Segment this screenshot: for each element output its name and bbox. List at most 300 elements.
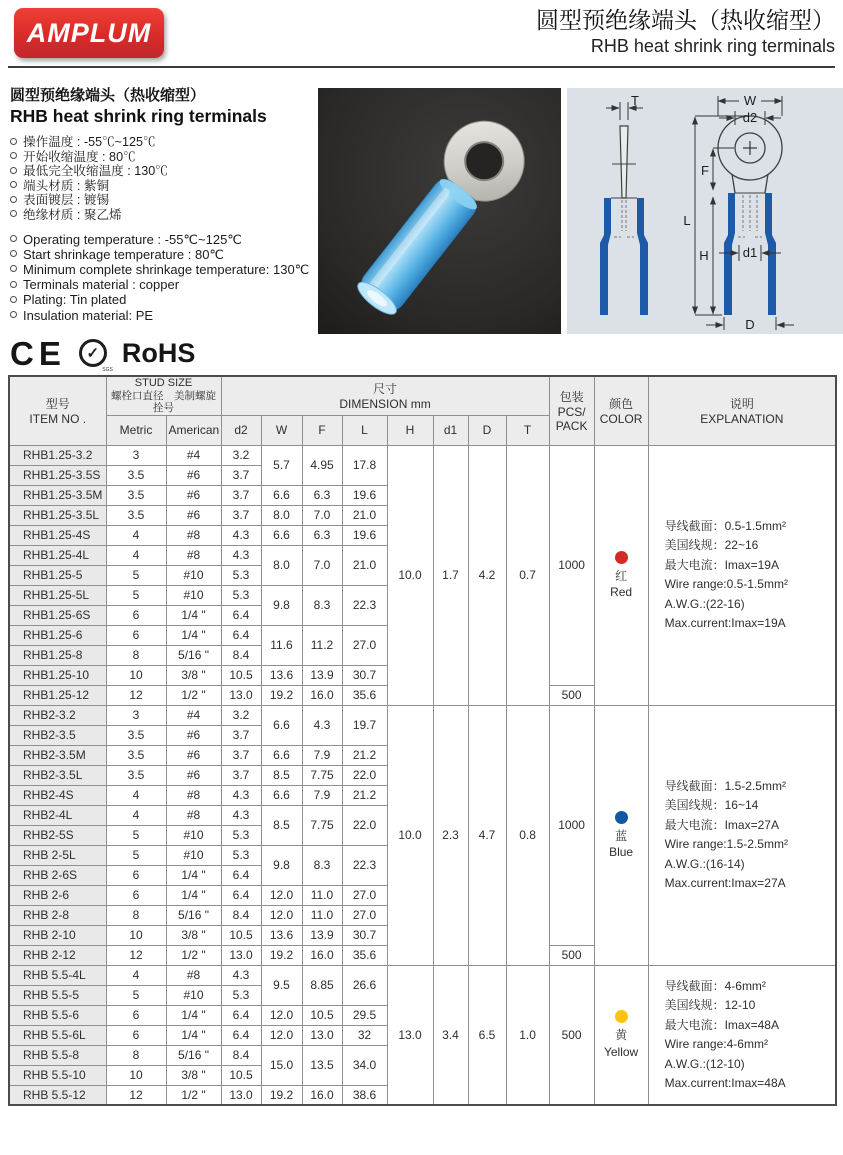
- spec-line: 表面镀层 : 镀锡: [10, 193, 312, 208]
- spec-table: [8, 375, 837, 1106]
- item-no-cell: RHB1.25-3.5L: [9, 505, 106, 525]
- l-cell: 27.0: [342, 625, 387, 665]
- l-cell: 21.0: [342, 505, 387, 525]
- d2-cell: 6.4: [221, 1005, 261, 1025]
- color-name-en: Yellow: [603, 1044, 639, 1059]
- d2-cell: 3.7: [221, 725, 261, 745]
- sgs-circle-icon: ✓: [79, 339, 107, 367]
- d2-cell: 4.3: [221, 965, 261, 985]
- f-cell: 8.3: [302, 585, 342, 625]
- l-cell: 32: [342, 1025, 387, 1045]
- american-cell: #8: [166, 805, 221, 825]
- w-cell: 19.2: [261, 945, 302, 965]
- explanation-line: 最大电流：Imax=19A: [664, 557, 779, 572]
- dimension-drawing: [567, 88, 843, 334]
- color-indicator: [597, 1010, 646, 1060]
- w-cell: 6.6: [261, 705, 302, 745]
- d-cell: 6.5: [468, 965, 506, 1105]
- american-cell: #4: [166, 705, 221, 725]
- metric-cell: 12: [106, 1085, 166, 1105]
- metric-cell: 5: [106, 985, 166, 1005]
- h-cell: 13.0: [387, 965, 433, 1105]
- spec-table-body: [9, 445, 836, 1105]
- metric-cell: 6: [106, 865, 166, 885]
- w-cell: 5.7: [261, 445, 302, 485]
- item-no-cell: RHB1.25-8: [9, 645, 106, 665]
- pack-cell: 500: [549, 685, 594, 705]
- american-cell: #10: [166, 845, 221, 865]
- explanation-line: Wire range:4-6mm²: [664, 1037, 768, 1052]
- item-no-cell: RHB 2-10: [9, 925, 106, 945]
- metric-cell: 6: [106, 1025, 166, 1045]
- l-cell: 21.2: [342, 785, 387, 805]
- item-no-cell: RHB1.25-5L: [9, 585, 106, 605]
- american-cell: 3/8 ": [166, 925, 221, 945]
- explanation-line: A.W.G.:(12-10): [664, 1056, 745, 1071]
- d2-cell: 8.4: [221, 1045, 261, 1065]
- american-cell: #6: [166, 505, 221, 525]
- color-line-1: 颜色: [609, 397, 634, 412]
- d2-cell: 4.3: [221, 525, 261, 545]
- d2-cell: 10.5: [221, 1065, 261, 1085]
- l-cell: 30.7: [342, 665, 387, 685]
- metric-cell: 4: [106, 805, 166, 825]
- w-cell: 6.6: [261, 785, 302, 805]
- f-cell: 4.3: [302, 705, 342, 745]
- metric-cell: 5: [106, 845, 166, 865]
- dim-label-f: F: [701, 163, 709, 178]
- col-header-w: W: [261, 415, 302, 445]
- d2-cell: 6.4: [221, 1025, 261, 1045]
- d2-cell: 3.2: [221, 445, 261, 465]
- spec-line: 操作温度 : -55℃~125℃: [10, 135, 312, 150]
- f-cell: 7.9: [302, 785, 342, 805]
- col-header-stud-size: [106, 376, 221, 415]
- metric-cell: 6: [106, 605, 166, 625]
- table-row: [9, 445, 836, 465]
- spec-line: Operating temperature : -55℃~125℃: [10, 232, 312, 247]
- d2-cell: 4.3: [221, 785, 261, 805]
- certifications: [10, 335, 312, 373]
- w-cell: 9.8: [261, 845, 302, 885]
- metric-cell: 6: [106, 1005, 166, 1025]
- item-no-cell: RHB1.25-12: [9, 685, 106, 705]
- d1-cell: 1.7: [433, 445, 468, 705]
- explanation-line: 导线截面：0.5-1.5mm²: [664, 519, 786, 534]
- f-cell: 11.0: [302, 885, 342, 905]
- metric-cell: 6: [106, 885, 166, 905]
- item-no-cell: RHB 2-6: [9, 885, 106, 905]
- intro-title-en: RHB heat shrink ring terminals: [10, 106, 267, 126]
- metric-cell: 3.5: [106, 465, 166, 485]
- item-no-cell: RHB1.25-4L: [9, 545, 106, 565]
- explanation-line: Max.current:Imax=27A: [664, 876, 786, 891]
- f-cell: 6.3: [302, 485, 342, 505]
- f-cell: 4.95: [302, 445, 342, 485]
- w-cell: 12.0: [261, 1025, 302, 1045]
- metric-cell: 10: [106, 925, 166, 945]
- w-cell: 6.6: [261, 485, 302, 505]
- metric-cell: 10: [106, 1065, 166, 1085]
- col-header-item-en: ITEM NO .: [29, 412, 87, 427]
- pack-cell: 1000: [549, 705, 594, 945]
- metric-cell: 3.5: [106, 505, 166, 525]
- color-cell: [594, 965, 648, 1105]
- l-cell: 27.0: [342, 905, 387, 925]
- d2-cell: 13.0: [221, 685, 261, 705]
- f-cell: 6.3: [302, 525, 342, 545]
- spec-line: 最低完全收缩温度 : 130℃: [10, 164, 312, 179]
- sgs-mark-icon: [79, 339, 113, 373]
- l-cell: 22.3: [342, 845, 387, 885]
- col-header-item: [9, 376, 106, 445]
- amplum-logo: [14, 8, 164, 58]
- dim-label-d2: d2: [742, 110, 758, 125]
- l-cell: 26.6: [342, 965, 387, 1005]
- d2-cell: 8.4: [221, 905, 261, 925]
- color-cell: [594, 445, 648, 705]
- col-header-explanation: [648, 376, 836, 445]
- w-cell: 12.0: [261, 905, 302, 925]
- metric-cell: 8: [106, 645, 166, 665]
- col-header-t: T: [506, 415, 549, 445]
- american-cell: 1/4 ": [166, 1005, 221, 1025]
- l-cell: 22.0: [342, 765, 387, 785]
- w-cell: 9.5: [261, 965, 302, 1005]
- item-no-cell: RHB2-3.2: [9, 705, 106, 725]
- table-row: [9, 965, 836, 985]
- dim-label-l: L: [683, 213, 691, 228]
- d2-cell: 3.7: [221, 765, 261, 785]
- l-cell: 27.0: [342, 885, 387, 905]
- dim-label-w: W: [743, 93, 757, 108]
- f-cell: 7.0: [302, 505, 342, 525]
- header-divider: [8, 66, 835, 68]
- american-cell: #8: [166, 965, 221, 985]
- item-no-cell: RHB1.25-6S: [9, 605, 106, 625]
- color-name-en: Red: [610, 584, 633, 599]
- expl-line-1: 说明: [729, 397, 754, 412]
- l-cell: 21.0: [342, 545, 387, 585]
- f-cell: 7.75: [302, 805, 342, 845]
- t-cell: 1.0: [506, 965, 549, 1105]
- d1-cell: 3.4: [433, 965, 468, 1105]
- item-no-cell: RHB 2-5L: [9, 845, 106, 865]
- l-cell: 19.7: [342, 705, 387, 745]
- item-no-cell: RHB 5.5-5: [9, 985, 106, 1005]
- w-cell: 12.0: [261, 1005, 302, 1025]
- metric-cell: 3.5: [106, 725, 166, 745]
- item-no-cell: RHB1.25-4S: [9, 525, 106, 545]
- explanation-line: A.W.G.:(16-14): [664, 856, 745, 871]
- spec-list-zh: [10, 135, 312, 223]
- metric-cell: 12: [106, 945, 166, 965]
- w-cell: 8.0: [261, 505, 302, 525]
- explanation-cell: [648, 445, 836, 705]
- item-no-cell: RHB 5.5-6L: [9, 1025, 106, 1045]
- american-cell: #6: [166, 765, 221, 785]
- explanation-line: 美国线规：16~14: [664, 798, 759, 813]
- col-header-h: H: [387, 415, 433, 445]
- table-row: [9, 705, 836, 725]
- american-cell: 1/2 ": [166, 945, 221, 965]
- page-title-en: RHB heat shrink ring terminals: [590, 35, 835, 56]
- metric-cell: 3.5: [106, 765, 166, 785]
- dim-label-d: D: [745, 317, 755, 332]
- item-no-cell: RHB 5.5-10: [9, 1065, 106, 1085]
- spec-table-header: [9, 376, 836, 445]
- f-cell: 13.0: [302, 1025, 342, 1045]
- l-cell: 22.0: [342, 805, 387, 845]
- w-cell: 12.0: [261, 885, 302, 905]
- spec-line: 开始收缩温度 : 80℃: [10, 150, 312, 165]
- pack-cell: 1000: [549, 445, 594, 685]
- f-cell: 7.0: [302, 545, 342, 585]
- item-no-cell: RHB2-4S: [9, 785, 106, 805]
- col-header-l: L: [342, 415, 387, 445]
- f-cell: 16.0: [302, 945, 342, 965]
- w-cell: 19.2: [261, 1085, 302, 1105]
- ce-mark-icon: CE: [10, 334, 66, 372]
- d2-cell: 3.7: [221, 465, 261, 485]
- explanation-line: Wire range:0.5-1.5mm²: [664, 577, 788, 592]
- dimension-title-en: DIMENSION mm: [339, 397, 431, 412]
- t-cell: 0.7: [506, 445, 549, 705]
- american-cell: #4: [166, 445, 221, 465]
- l-cell: 35.6: [342, 685, 387, 705]
- l-cell: 38.6: [342, 1085, 387, 1105]
- product-photo: [318, 88, 561, 334]
- american-cell: 3/8 ": [166, 665, 221, 685]
- dimension-title-zh: 尺寸: [373, 382, 398, 397]
- item-no-cell: RHB2-4L: [9, 805, 106, 825]
- page-header: [14, 6, 835, 64]
- col-header-dimension: [221, 376, 549, 415]
- d2-cell: 4.3: [221, 805, 261, 825]
- item-no-cell: RHB2-5S: [9, 825, 106, 845]
- col-header-f: F: [302, 415, 342, 445]
- d2-cell: 10.5: [221, 925, 261, 945]
- explanation-line: 最大电流：Imax=48A: [664, 1017, 779, 1032]
- page-title-zh: 圆型预绝缘端头（热收缩型）: [536, 7, 835, 33]
- american-cell: 3/8 ": [166, 1065, 221, 1085]
- col-header-d1: d1: [433, 415, 468, 445]
- metric-cell: 12: [106, 685, 166, 705]
- item-no-cell: RHB2-3.5M: [9, 745, 106, 765]
- h-cell: 10.0: [387, 445, 433, 705]
- american-cell: #8: [166, 545, 221, 565]
- col-header-item-zh: 型号: [45, 397, 70, 412]
- dim-label-t: T: [631, 93, 639, 108]
- item-no-cell: RHB1.25-3.2: [9, 445, 106, 465]
- item-no-cell: RHB1.25-10: [9, 665, 106, 685]
- item-no-cell: RHB 2-6S: [9, 865, 106, 885]
- d2-cell: 5.3: [221, 845, 261, 865]
- metric-cell: 3.5: [106, 745, 166, 765]
- d2-cell: 6.4: [221, 605, 261, 625]
- color-name-zh: 蓝: [615, 828, 628, 843]
- l-cell: 19.6: [342, 485, 387, 505]
- explanation-line: 美国线规：12-10: [664, 998, 756, 1013]
- pack-line-3: PACK: [555, 419, 588, 434]
- l-cell: 19.6: [342, 525, 387, 545]
- f-cell: 10.5: [302, 1005, 342, 1025]
- color-name-en: Blue: [609, 844, 634, 859]
- color-indicator: [597, 551, 646, 601]
- stud-size-title: STUD SIZE: [134, 377, 193, 389]
- stud-size-sub: 螺栓口直径 美制螺旋拴号: [111, 389, 216, 415]
- l-cell: 34.0: [342, 1045, 387, 1085]
- l-cell: 35.6: [342, 945, 387, 965]
- d2-cell: 6.4: [221, 885, 261, 905]
- american-cell: 1/4 ": [166, 885, 221, 905]
- spec-line: Plating: Tin plated: [10, 292, 312, 307]
- spec-line: Terminals material : copper: [10, 277, 312, 292]
- f-cell: 16.0: [302, 1085, 342, 1105]
- f-cell: 11.2: [302, 625, 342, 665]
- metric-cell: 3: [106, 445, 166, 465]
- item-no-cell: RHB 5.5-12: [9, 1085, 106, 1105]
- metric-cell: 5: [106, 565, 166, 585]
- d2-cell: 6.4: [221, 625, 261, 645]
- explanation-line: Max.current:Imax=48A: [664, 1075, 786, 1090]
- f-cell: 11.0: [302, 905, 342, 925]
- d2-cell: 5.3: [221, 585, 261, 605]
- rohs-mark-icon: RoHS: [121, 338, 196, 369]
- metric-cell: 4: [106, 525, 166, 545]
- american-cell: #10: [166, 585, 221, 605]
- metric-cell: 3: [106, 705, 166, 725]
- explanation-line: 导线截面：1.5-2.5mm²: [664, 779, 786, 794]
- l-cell: 22.3: [342, 585, 387, 625]
- american-cell: #6: [166, 485, 221, 505]
- spec-line: 绝缘材质 : 聚乙烯: [10, 208, 312, 223]
- pack-line-2: PCS/: [557, 405, 586, 420]
- pack-cell: 500: [549, 965, 594, 1105]
- f-cell: 13.9: [302, 925, 342, 945]
- col-header-d: D: [468, 415, 506, 445]
- metric-cell: 4: [106, 545, 166, 565]
- american-cell: #6: [166, 465, 221, 485]
- blue-dot-icon: [615, 811, 628, 824]
- metric-cell: 4: [106, 965, 166, 985]
- item-no-cell: RHB 5.5-4L: [9, 965, 106, 985]
- l-cell: 21.2: [342, 745, 387, 765]
- col-header-metric: Metric: [106, 415, 166, 445]
- l-cell: 17.8: [342, 445, 387, 485]
- d2-cell: 5.3: [221, 565, 261, 585]
- metric-cell: 3.5: [106, 485, 166, 505]
- american-cell: 1/4 ": [166, 865, 221, 885]
- sgs-label: SGS: [102, 366, 113, 373]
- item-no-cell: RHB 2-12: [9, 945, 106, 965]
- w-cell: 8.5: [261, 805, 302, 845]
- item-no-cell: RHB2-3.5: [9, 725, 106, 745]
- pack-line-1: 包装: [559, 390, 584, 405]
- item-no-cell: RHB 2-8: [9, 905, 106, 925]
- american-cell: 5/16 ": [166, 645, 221, 665]
- color-line-2: COLOR: [599, 412, 643, 427]
- american-cell: 1/2 ": [166, 1085, 221, 1105]
- d2-cell: 10.5: [221, 665, 261, 685]
- explanation-line: A.W.G.:(22-16): [664, 596, 745, 611]
- explanation-line: Wire range:1.5-2.5mm²: [664, 837, 788, 852]
- w-cell: 13.6: [261, 665, 302, 685]
- explanation-cell: [648, 965, 836, 1105]
- f-cell: 7.9: [302, 745, 342, 765]
- american-cell: 1/4 ": [166, 625, 221, 645]
- t-cell: 0.8: [506, 705, 549, 965]
- d2-cell: 3.7: [221, 505, 261, 525]
- d2-cell: 8.4: [221, 645, 261, 665]
- d-cell: 4.7: [468, 705, 506, 965]
- w-cell: 6.6: [261, 745, 302, 765]
- metric-cell: 4: [106, 785, 166, 805]
- item-no-cell: RHB2-3.5L: [9, 765, 106, 785]
- w-cell: 9.8: [261, 585, 302, 625]
- d-cell: 4.2: [468, 445, 506, 705]
- dim-label-h: H: [699, 248, 709, 263]
- l-cell: 29.5: [342, 1005, 387, 1025]
- american-cell: #8: [166, 525, 221, 545]
- d2-cell: 13.0: [221, 1085, 261, 1105]
- american-cell: #6: [166, 725, 221, 745]
- item-no-cell: RHB1.25-6: [9, 625, 106, 645]
- f-cell: 8.3: [302, 845, 342, 885]
- f-cell: 13.9: [302, 665, 342, 685]
- w-cell: 8.0: [261, 545, 302, 585]
- spec-list-en: [10, 232, 312, 323]
- red-dot-icon: [615, 551, 628, 564]
- d2-cell: 3.2: [221, 705, 261, 725]
- american-cell: 1/4 ": [166, 1025, 221, 1045]
- pack-cell: 500: [549, 945, 594, 965]
- american-cell: 5/16 ": [166, 1045, 221, 1065]
- col-header-d2: d2: [221, 415, 261, 445]
- item-no-cell: RHB1.25-3.5M: [9, 485, 106, 505]
- explanation-line: 导线截面：4-6mm²: [664, 978, 766, 993]
- dimension-diagram: [567, 88, 843, 334]
- f-cell: 16.0: [302, 685, 342, 705]
- w-cell: 15.0: [261, 1045, 302, 1085]
- col-header-american: American: [166, 415, 221, 445]
- explanation-line: 最大电流：Imax=27A: [664, 817, 779, 832]
- color-name-zh: 红: [615, 568, 628, 583]
- f-cell: 7.75: [302, 765, 342, 785]
- w-cell: 19.2: [261, 685, 302, 705]
- expl-line-2: EXPLANATION: [700, 412, 784, 427]
- col-header-pack: [549, 376, 594, 445]
- intro-title-zh: 圆型预绝缘端头（热收缩型）: [10, 87, 206, 104]
- spec-line: Minimum complete shrinkage temperature: 130℃: [10, 262, 312, 277]
- d2-cell: 5.3: [221, 825, 261, 845]
- d2-cell: 6.4: [221, 865, 261, 885]
- metric-cell: 8: [106, 1045, 166, 1065]
- item-no-cell: RHB1.25-5: [9, 565, 106, 585]
- d2-cell: 5.3: [221, 985, 261, 1005]
- spec-line: Start shrinkage temperature : 80℃: [10, 247, 312, 262]
- d2-cell: 4.3: [221, 545, 261, 565]
- explanation-cell: [648, 705, 836, 965]
- d1-cell: 2.3: [433, 705, 468, 965]
- col-header-color: [594, 376, 648, 445]
- spec-line: Insulation material: PE: [10, 308, 312, 323]
- metric-cell: 5: [106, 585, 166, 605]
- american-cell: #10: [166, 985, 221, 1005]
- metric-cell: 8: [106, 905, 166, 925]
- color-indicator: [597, 811, 646, 861]
- american-cell: 5/16 ": [166, 905, 221, 925]
